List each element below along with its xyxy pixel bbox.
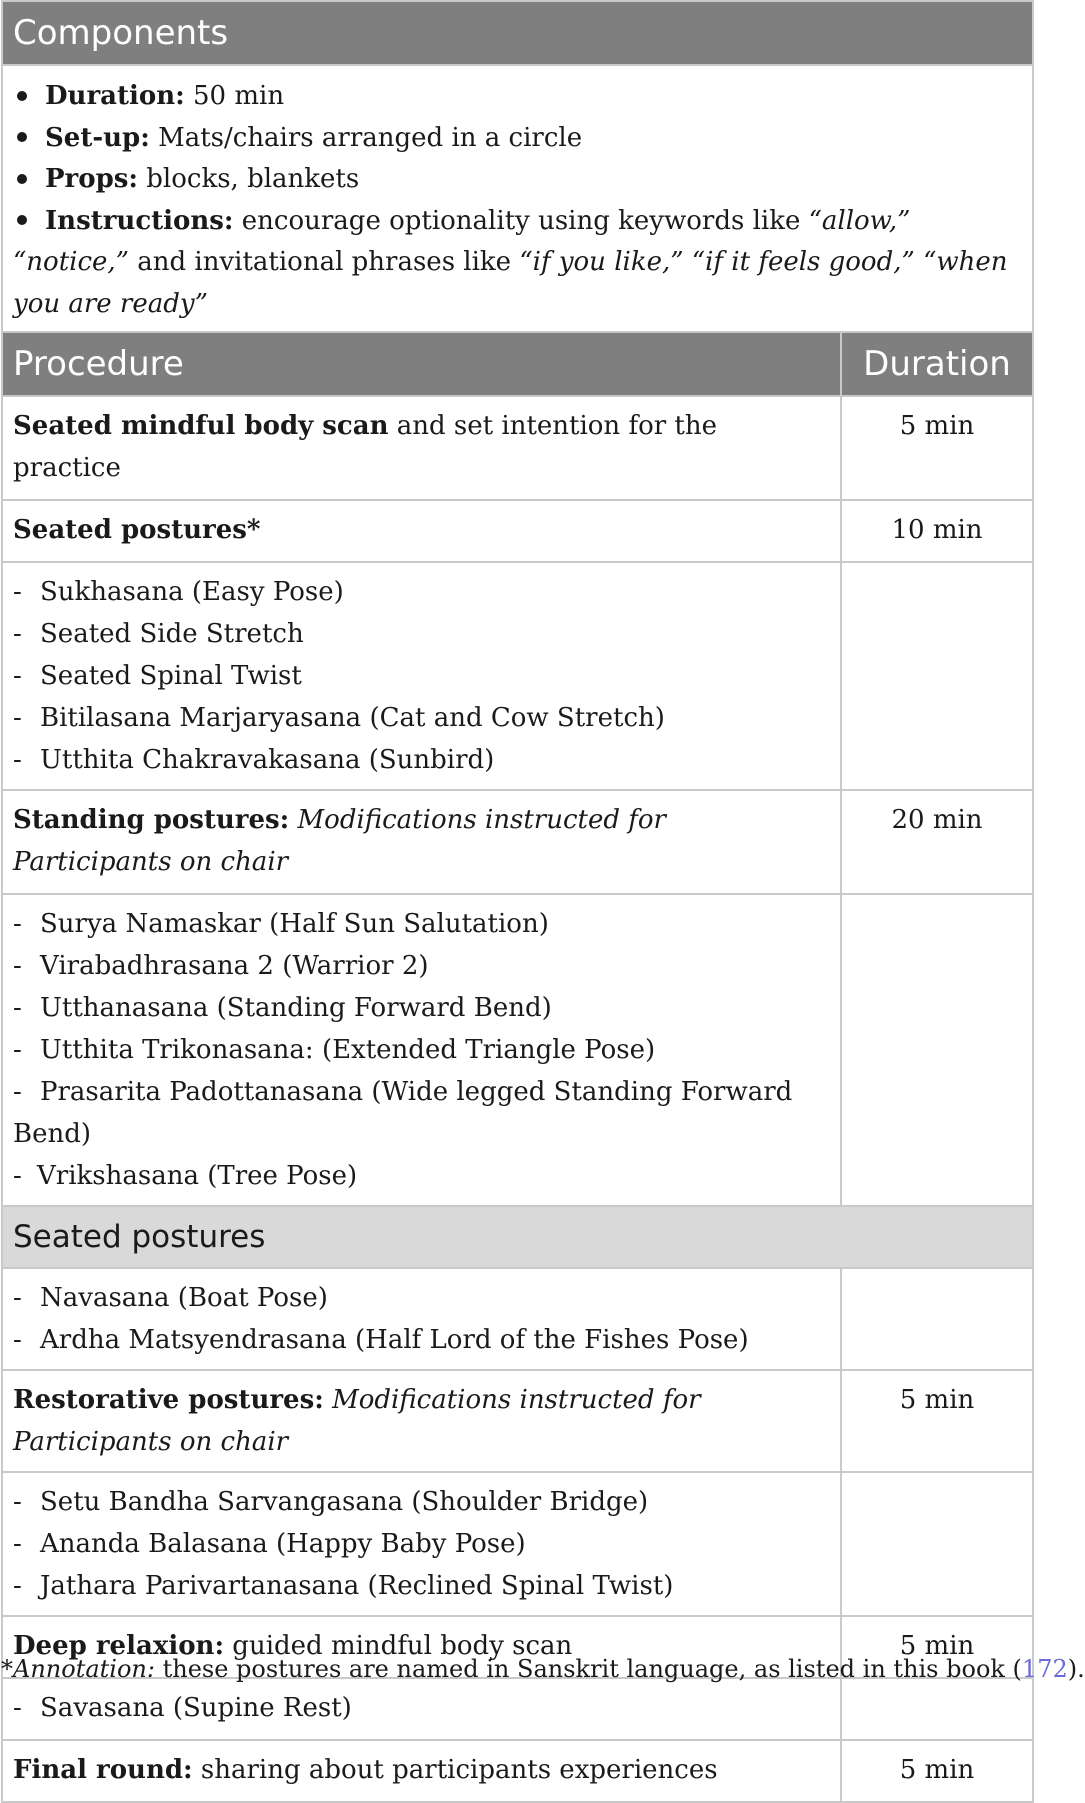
procedure-header-row: [2, 332, 1033, 396]
components-header-row: [2, 1, 1033, 65]
duration-cell: 5 min: [841, 396, 1033, 500]
posture-list-cell: - Savasana (Supine Rest): [2, 1678, 841, 1740]
bullet-icon: [17, 174, 27, 184]
components-header: Components: [2, 1, 1033, 65]
table-row: [2, 1472, 1033, 1616]
posture-list-cell: [2, 1268, 841, 1370]
table-row: [2, 1370, 1033, 1472]
procedure-cell: Standing postures: Modifications instructed for Participants on chair: [2, 790, 841, 894]
bullet-icon: [17, 91, 27, 101]
table-row: [2, 1268, 1033, 1370]
list-item: - Vrikshasana (Tree Pose): [13, 1161, 358, 1191]
bullet-icon: [17, 132, 27, 142]
list-item: - Utthanasana (Standing Forward Bend): [13, 993, 552, 1023]
table-row: [2, 1678, 1033, 1740]
procedure-cell: Deep relaxion: guided mindful body scan: [2, 1616, 841, 1678]
table-row: [2, 1740, 1033, 1802]
list-item: - Setu Bandha Sarvangasana (Shoulder Bridge): [13, 1487, 649, 1517]
list-item: - Ananda Balasana (Happy Baby Pose): [13, 1529, 526, 1559]
posture-list-cell: [2, 562, 841, 790]
posture-list: [13, 1481, 830, 1607]
duration-cell: 20 min: [841, 790, 1033, 894]
list-item: - Seated Side Stretch: [13, 619, 304, 649]
table-row: [2, 790, 1033, 894]
list-item: - Utthita Chakravakasana (Sunbird): [13, 745, 495, 775]
table-row: [2, 562, 1033, 790]
procedure-header: Procedure: [2, 332, 841, 396]
duration-cell: [841, 1268, 1033, 1370]
duration-cell: 10 min: [841, 500, 1033, 562]
list-item: - Virabadhrasana 2 (Warrior 2): [13, 951, 429, 981]
duration-header: Duration: [841, 332, 1033, 396]
seated-postures-header-row: [2, 1206, 1033, 1268]
component-props: Props: blocks, blankets: [13, 159, 1022, 201]
protocol-table: [1, 0, 1034, 1803]
list-item: - Jathara Parivartanasana (Reclined Spinal Twist): [13, 1571, 674, 1601]
table-row: [2, 500, 1033, 562]
component-instructions: Instructions: encourage optionality using keywords like “allow,” “notice,” and invitational phrases like “if you like,” “if it feels good,” “when you are ready”: [13, 205, 1008, 319]
reference-link[interactable]: 172: [1021, 1655, 1068, 1683]
posture-list: [13, 1277, 830, 1361]
posture-list: [13, 571, 830, 781]
list-item: - Surya Namaskar (Half Sun Salutation): [13, 909, 549, 939]
duration-cell: 5 min: [841, 1740, 1033, 1802]
components-row: [2, 65, 1033, 332]
component-duration: Duration: 50 min: [13, 76, 1022, 118]
list-item: - Bitilasana Marjaryasana (Cat and Cow Stretch): [13, 703, 665, 733]
table-footnote: *Annotation: these postures are named in Sanskrit language, as listed in this book (172).: [1, 1655, 1085, 1683]
list-item: - Seated Spinal Twist: [13, 661, 302, 691]
duration-cell: [841, 894, 1033, 1206]
posture-list-cell: [2, 894, 841, 1206]
list-item: - Sukhasana (Easy Pose): [13, 577, 344, 607]
list-item: - Prasarita Padottanasana (Wide legged Standing Forward Bend): [13, 1077, 793, 1149]
component-setup: Set-up: Mats/chairs arranged in a circle: [13, 118, 1022, 160]
list-item: - Navasana (Boat Pose): [13, 1283, 328, 1313]
table-row: [2, 894, 1033, 1206]
list-item: - Utthita Trikonasana: (Extended Triangle Pose): [13, 1035, 656, 1065]
duration-cell: [841, 1472, 1033, 1616]
seated-postures-header: Seated postures: [2, 1206, 1033, 1268]
duration-cell: [841, 562, 1033, 790]
procedure-cell: Final round: sharing about participants experiences: [2, 1740, 841, 1802]
duration-cell: [841, 1678, 1033, 1740]
posture-list: [13, 903, 830, 1197]
table-row: [2, 396, 1033, 500]
components-cell: [2, 65, 1033, 332]
procedure-cell: Seated postures*: [2, 500, 841, 562]
duration-cell: 5 min: [841, 1616, 1033, 1678]
duration-cell: 5 min: [841, 1370, 1033, 1472]
procedure-cell: Seated mindful body scan and set intention for the practice: [2, 396, 841, 500]
list-item: - Ardha Matsyendrasana (Half Lord of the Fishes Pose): [13, 1325, 749, 1355]
posture-list-cell: [2, 1472, 841, 1616]
procedure-cell: Restorative postures: Modifications instructed for Participants on chair: [2, 1370, 841, 1472]
bullet-icon: [17, 215, 27, 225]
